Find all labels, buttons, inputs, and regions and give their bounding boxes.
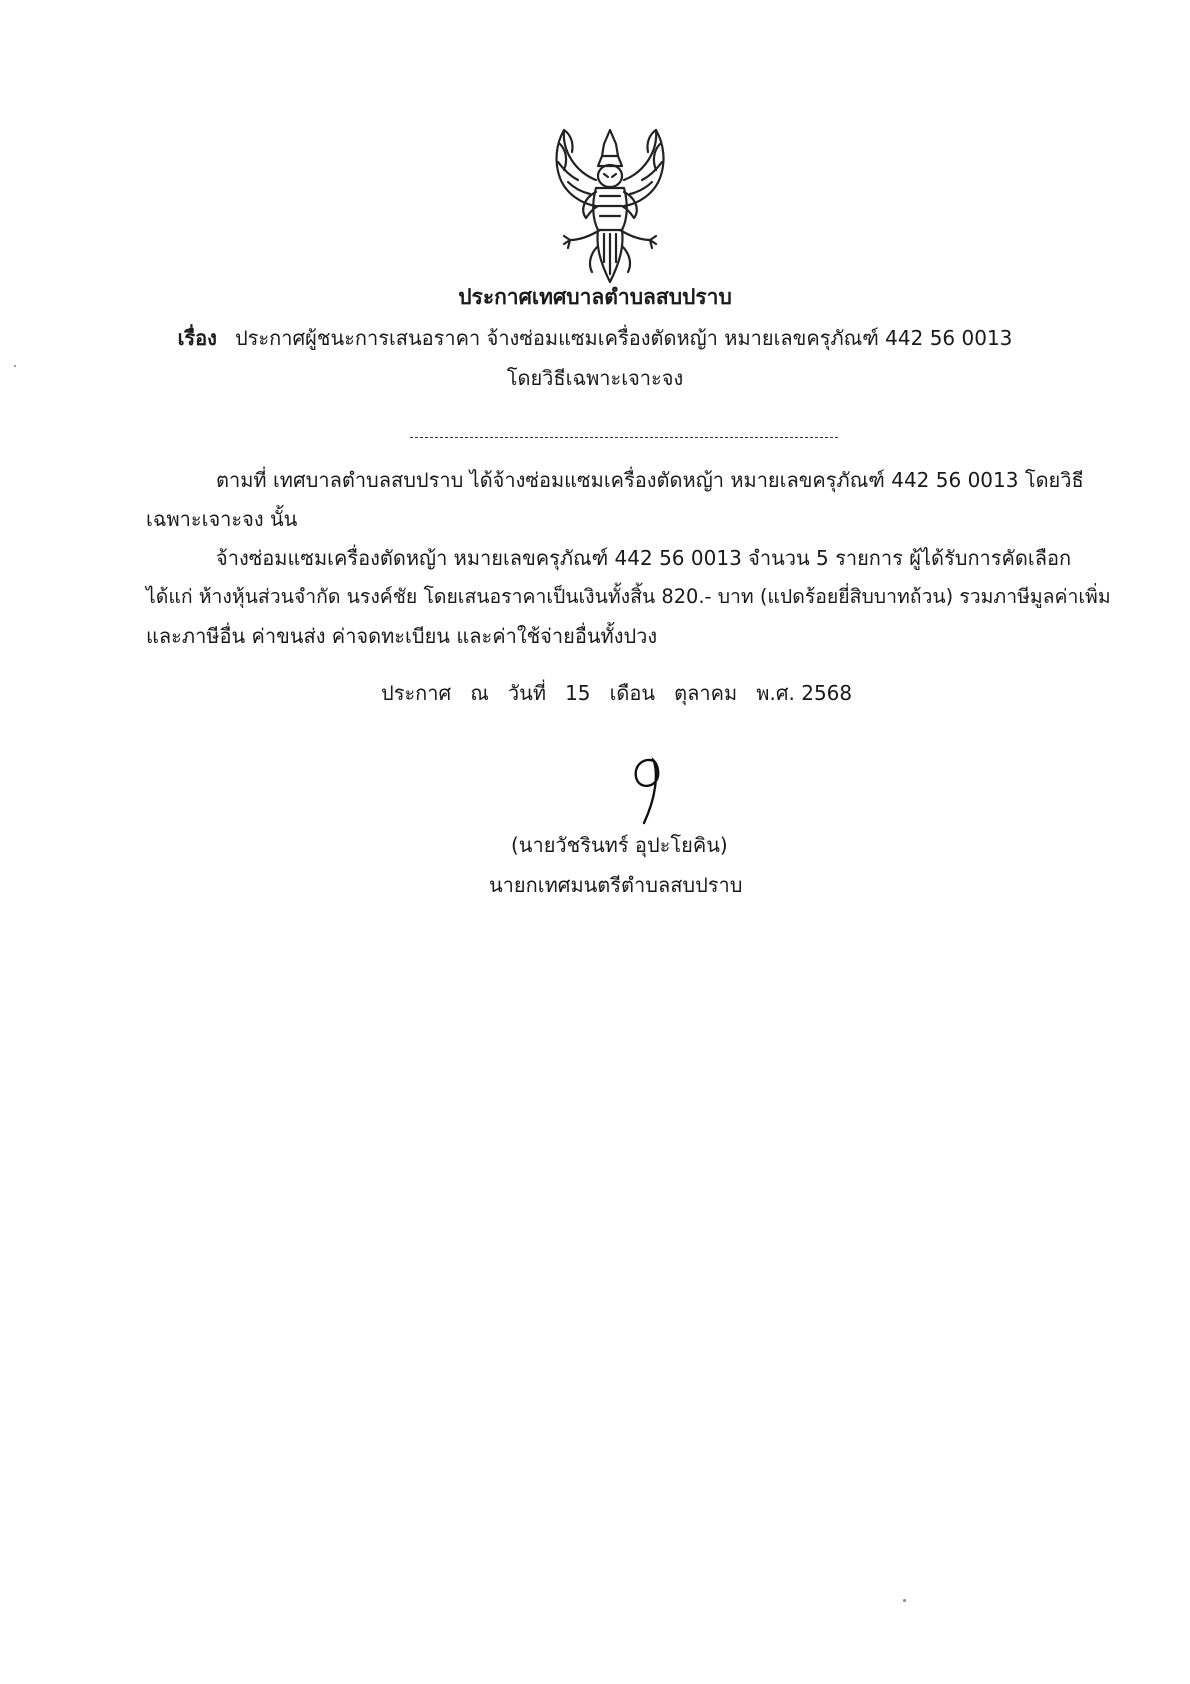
paragraph-2-line-2: ได้แก่ ห้างหุ้นส่วนจำกัด นรงค์ชัย โดยเสนอราคาเป็นเงินทั้งสิ้น 820.- บาท (แปดร้อยยี่สิบบาทถ้วน) รวมภาษีมูลค่าเพิ่ม	[146, 585, 1111, 608]
paragraph-1-line-2: เฉพาะเจาะจง นั้น	[146, 507, 298, 531]
subject-line	[0, 324, 1190, 352]
garuda-emblem-icon	[546, 122, 674, 292]
dashed-rule	[410, 437, 838, 438]
scan-dot	[903, 1599, 906, 1602]
announcement-title: ประกาศเทศบาลตำบลสบปราบ	[458, 285, 732, 309]
paragraph-2-line-3: และภาษีอื่น ค่าขนส่ง ค่าจดทะเบียน และค่าใช้จ่ายอื่นทั้งปวง	[146, 624, 658, 648]
signer-name: (นายวัชรินทร์ อุปะโยคิน)	[511, 833, 728, 857]
handwritten-signature-icon	[624, 753, 684, 829]
subject-label: เรื่อง	[177, 326, 217, 350]
subject-method: โดยวิธีเฉพาะเจาะจง	[506, 366, 684, 390]
paragraph-1-line-1: ตามที่ เทศบาลตำบลสบปราบ ได้จ้างซ่อมแซมเครื่องตัดหญ้า หมายเลขครุภัณฑ์ 442 56 0013 โดยวิธี	[216, 468, 1084, 492]
subject-text: ประกาศผู้ชนะการเสนอราคา จ้างซ่อมแซมเครื่องตัดหญ้า หมายเลขครุภัณฑ์ 442 56 0013	[234, 326, 1013, 350]
signer-position: นายกเทศมนตรีตำบลสบปราบ	[489, 873, 743, 897]
scan-mark	[14, 365, 16, 367]
announcement-dateline: ประกาศ ณ วันที่ 15 เดือน ตุลาคม พ.ศ. 2568	[381, 681, 853, 705]
paragraph-2-line-1: จ้างซ่อมแซมเครื่องตัดหญ้า หมายเลขครุภัณฑ์ 442 56 0013 จำนวน 5 รายการ ผู้ได้รับการคัดเลือก	[216, 546, 1072, 570]
